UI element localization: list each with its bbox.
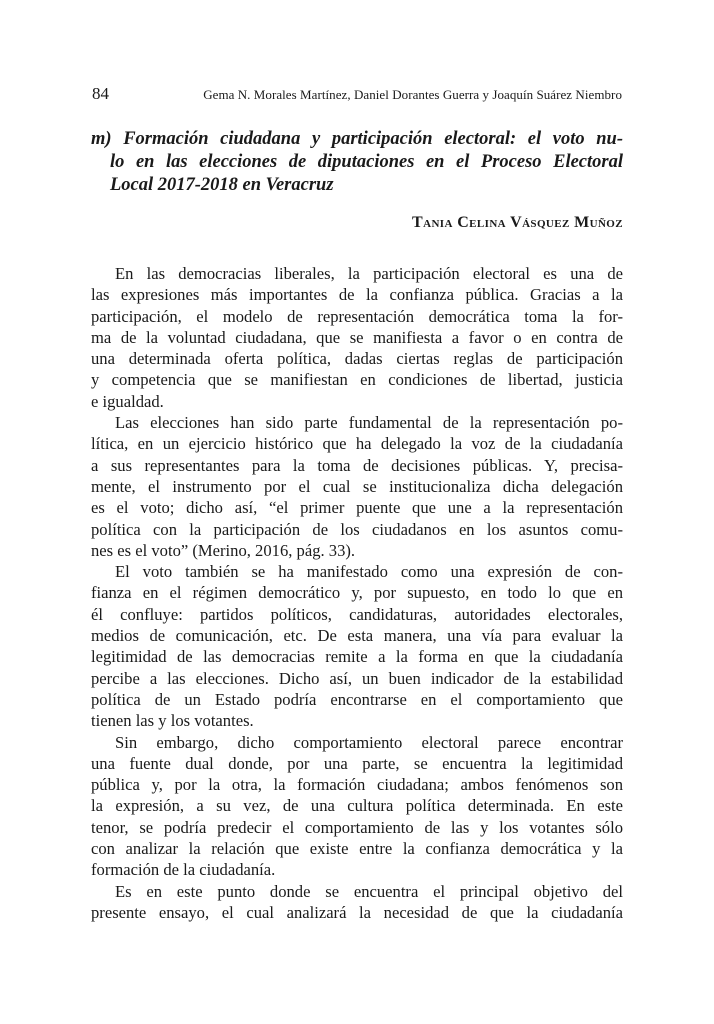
text-line: política de un Estado podría encontrarse en el comportamiento que xyxy=(91,689,623,709)
text-line: percibe a las elecciones. Dicho así, un buen indicador de la estabilidad xyxy=(91,668,623,688)
text-line: pública y, por la otra, la formación ciudadana; ambos fenómenos son xyxy=(91,775,623,795)
text-line: política con la participación de los ciudadanos en los asuntos comu- xyxy=(91,519,623,539)
text-line: las expresiones más importantes de la confianza pública. Gracias a la xyxy=(91,285,623,305)
text-line: Sin embargo, dicho comportamiento electoral parece encontrar xyxy=(115,732,623,752)
text-line: formación de la ciudadanía. xyxy=(91,860,276,880)
text-line: y competencia que se manifiestan en condiciones de libertad, justicia xyxy=(91,370,623,390)
text-line: e igualdad. xyxy=(91,391,164,411)
text-line: Las elecciones han sido parte fundamental de la representación po- xyxy=(115,413,623,433)
text-line: participación, el modelo de representación democrática toma la for- xyxy=(91,306,623,326)
paragraph xyxy=(91,412,623,561)
text-line: él confluye: partidos políticos, candidaturas, autoridades electorales, xyxy=(91,604,623,624)
section-title-line: m) Formación ciudadana y participación electoral: el voto nu- xyxy=(91,129,623,149)
section-title xyxy=(91,128,623,197)
text-line: presente ensayo, el cual analizará la necesidad de que la ciudadanía xyxy=(91,902,623,922)
text-line: ma de la voluntad ciudadana, que se manifiesta a favor o en contra de xyxy=(91,327,623,347)
paragraph xyxy=(91,561,623,731)
paragraph xyxy=(91,732,623,881)
text-line: con analizar la relación que existe entre la confianza democrática y la xyxy=(91,839,623,859)
section-title-line: lo en las elecciones de diputaciones en el Proceso Electoral xyxy=(110,152,623,172)
text-line: En las democracias liberales, la participación electoral es una de xyxy=(115,264,623,283)
text-line: tenor, se podría predecir el comportamiento de las y los votantes sólo xyxy=(91,817,623,837)
body-text xyxy=(91,263,623,923)
text-line: lítica, en un ejercicio histórico que ha delegado la voz de la ciudadanía xyxy=(91,434,623,454)
text-line: medios de comunicación, etc. De esta manera, una vía para evaluar la xyxy=(91,626,623,646)
chapter-author: Tania Celina Vásquez Muñoz xyxy=(412,214,623,231)
text-line: mente, el instrumento por el cual se institucionaliza dicha delegación xyxy=(91,476,623,496)
text-line: tienen las y los votantes. xyxy=(91,711,254,731)
page-number: 84 xyxy=(92,84,109,103)
text-line: es el voto; dicho así, “el primer puente que une a la representación xyxy=(91,498,623,518)
paragraph xyxy=(91,263,623,412)
text-line: fianza en el régimen democrático y, por supuesto, en todo lo que en xyxy=(91,583,623,603)
running-head-authors: Gema N. Morales Martínez, Daniel Dorantes Guerra y Joaquín Suárez Niembro xyxy=(203,87,622,102)
text-line: una determinada oferta política, dadas ciertas reglas de participación xyxy=(91,349,623,369)
text-line: una fuente dual donde, por una parte, se encuentra la legitimidad xyxy=(91,753,623,773)
text-line: la expresión, a su vez, de una cultura política determinada. En este xyxy=(91,796,623,816)
paragraph xyxy=(91,881,623,924)
text-line: El voto también se ha manifestado como una expresión de con- xyxy=(115,562,623,582)
text-line: a sus representantes para la toma de decisiones públicas. Y, precisa- xyxy=(91,455,623,475)
text-line: legitimidad de las democracias remite a la forma en que la ciudadanía xyxy=(91,647,623,667)
section-title-line: Local 2017-2018 en Veracruz xyxy=(110,175,334,195)
text-line: Es en este punto donde se encuentra el principal objetivo del xyxy=(115,881,623,901)
running-head xyxy=(91,84,623,106)
text-line: nes es el voto” (Merino, 2016, pág. 33). xyxy=(91,540,356,560)
